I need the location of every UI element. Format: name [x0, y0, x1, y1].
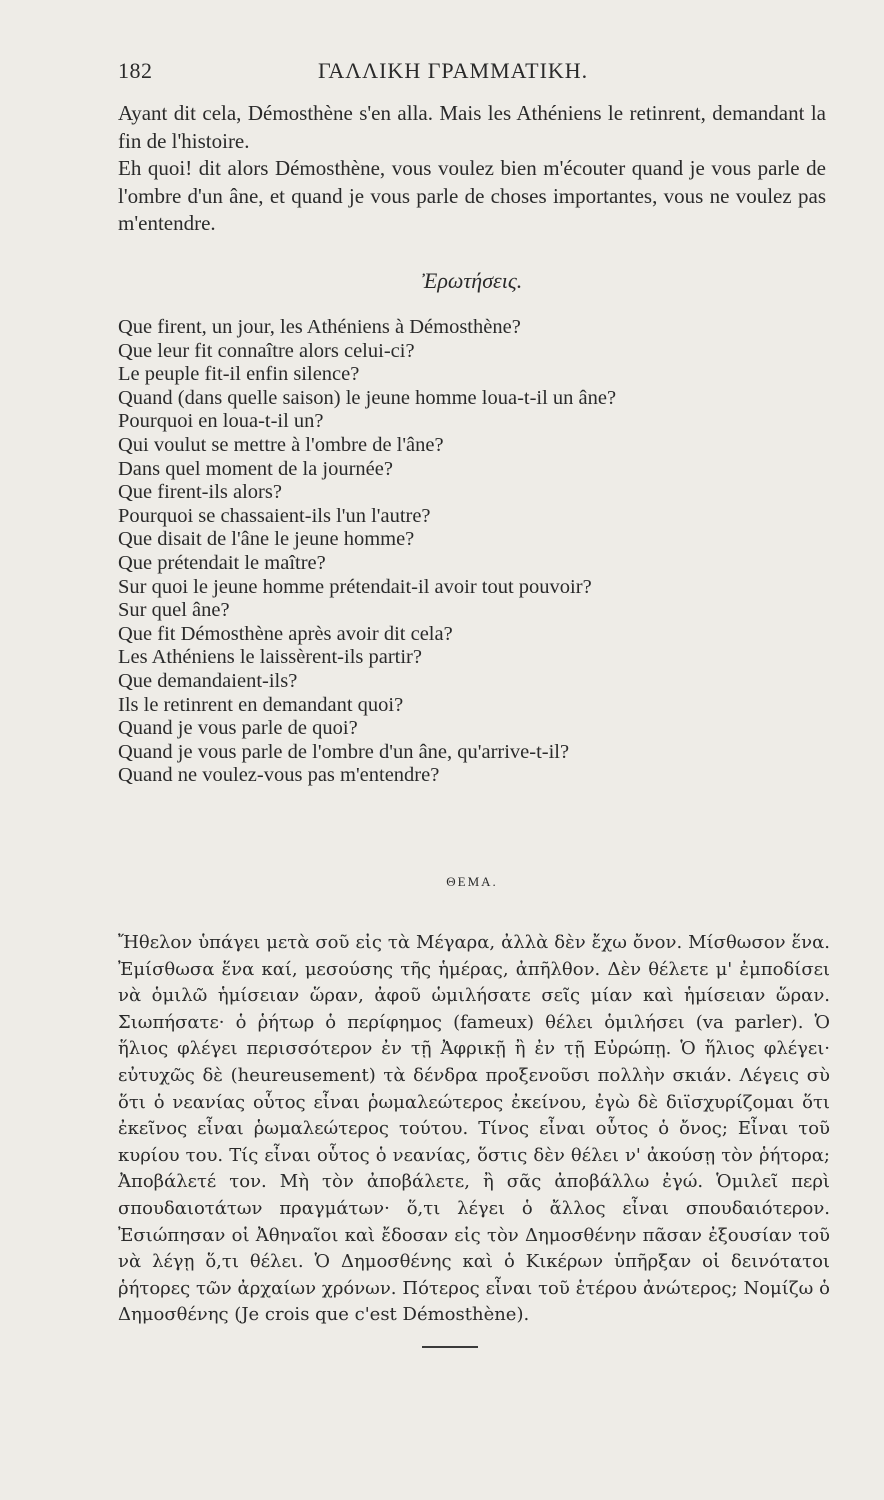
question-list: [118, 316, 826, 788]
question-item: Qui voulut se mettre à l'ombre de l'âne?: [118, 433, 444, 456]
page-number: 182: [118, 58, 153, 83]
question-item: Quand (dans quelle saison) le jeune homme loua-t-il un âne?: [118, 386, 617, 409]
question-item: Ils le retinrent en demandant quoi?: [118, 693, 404, 716]
question-item: Quand je vous parle de quoi?: [118, 717, 358, 740]
question-item: Que firent-ils alors?: [118, 481, 282, 504]
intro-paragraph: Eh quoi! dit alors Démosthène, vous voulez bien m'écouter quand je vous parle de l'ombre d'un âne, et quand je vous parle de choses importantes, vous ne voulez pas m'entendre.: [118, 156, 826, 236]
question-item: Sur quoi le jeune homme prétendait-il avoir tout pouvoir?: [118, 575, 592, 598]
question-item: Que firent, un jour, les Athéniens à Démosthène?: [118, 316, 521, 338]
question-item: Que demandaient-ils?: [118, 669, 298, 692]
question-item: Pourquoi se chassaient-ils l'un l'autre?: [118, 504, 431, 527]
closing-rule: [422, 1346, 478, 1348]
questions-heading: Ἐρωτήσεις.: [421, 268, 523, 293]
question-item: Quand ne voulez-vous pas m'entendre?: [118, 764, 440, 787]
question-item: Que prétendait le maître?: [118, 551, 326, 574]
question-item: Pourquoi en loua-t-il un?: [118, 410, 324, 433]
question-item: Sur quel âne?: [118, 599, 230, 622]
question-item: Les Athéniens le laissèrent-ils partir?: [118, 646, 422, 669]
question-item: Que leur fit connaître alors celui-ci?: [118, 339, 415, 362]
question-item: Que fit Démosthène après avoir dit cela?: [118, 622, 453, 645]
intro-paragraph: Ayant dit cela, Démosthène s'en alla. Mais les Athéniens le retinrent, demandant la fin de l'histoire.: [118, 101, 826, 153]
question-item: Le peuple fit-il enfin silence?: [118, 363, 360, 386]
thema-heading: ΘΕΜΑ.: [446, 874, 498, 889]
intro-text: [118, 100, 826, 238]
question-item: Dans quel moment de la journée?: [118, 457, 393, 480]
running-title: ΓΑΛΛΙΚΗ ΓΡΑΜΜΑΤΙΚΗ.: [318, 58, 589, 83]
question-item: Quand je vous parle de l'ombre d'un âne, qu'arrive-t-il?: [118, 740, 570, 763]
question-item: Que disait de l'âne le jeune homme?: [118, 528, 415, 551]
page-header: [118, 58, 828, 88]
exercise-text: Ἤθελον ὑπάγει μετὰ σοῦ εἰς τὰ Μέγαρα, ἀλλὰ δὲν ἔχω ὄνον. Μίσθωσον ἕνα. Ἐμίσθωσα ἕνα καί, μεσούσης τῆς ἡμέρας, ἀπῆλθον. Δὲν θέλετε μ' ἐμποδίσει νὰ ὁμιλῶ ἡμίσειαν ὥραν, ἀφοῦ ὡμιλήσατε σεῖς μίαν καὶ ἡμίσειαν ὥραν. Σιωπήσατε· ὁ ῥήτωρ ὁ περίφημος (fameux) θέλει ὁμιλήσει (va parler). Ὁ ἥλιος φλέγει περισσότερον ἐν τῇ Ἀφρικῇ ἢ ἐν τῇ Εὐρώπῃ. Ὁ ἥλιος φλέγει· εὐτυχῶς δὲ (heureusement) τὰ δένδρα προξενοῦσι πολλὴν σκιάν. Λέγεις σὺ ὅτι ὁ νεανίας οὗτος εἶναι ῥωμαλεώτερος ἐκείνου, ἐγὼ δὲ διϊσχυρίζομαι ὅτι ἐκεῖνος εἶναι ῥωμαλεώτερος τούτου. Τίνος εἶναι οὗτος ὁ ὄνος; Εἶναι τοῦ κυρίου του. Τίς εἶναι οὗτος ὁ νεανίας, ὅστις δὲν θέλει ν' ἀκούσῃ τὸν ῥήτορα; Ἀποβάλετέ τον. Μὴ τὸν ἀποβάλετε, ἢ σᾶς ἀποβάλλω ἐγώ. Ὁμιλεῖ περὶ σπουδαιοτάτων πραγμάτων· ὅ,τι λέγει ὁ ἄλλος εἶναι σπουδαιότερον. Ἐσιώπησαν οἱ Ἀθηναῖοι καὶ ἔδοσαν εἰς τὸν Δημοσθένην πᾶσαν ἐξουσίαν τοῦ νὰ λέγῃ ὅ,τι θέλει. Ὁ Δημοσθένης καὶ ὁ Κικέρων ὑπῆρξαν οἱ δεινότατοι ῥήτορες τῶν ἀρχαίων χρόνων. Πότερος εἶναι τοῦ ἑτέρου ἀνώτερος; Νομίζω ὁ Δημοσθένης (Je crois que c'est Démosthène).: [118, 932, 830, 1326]
